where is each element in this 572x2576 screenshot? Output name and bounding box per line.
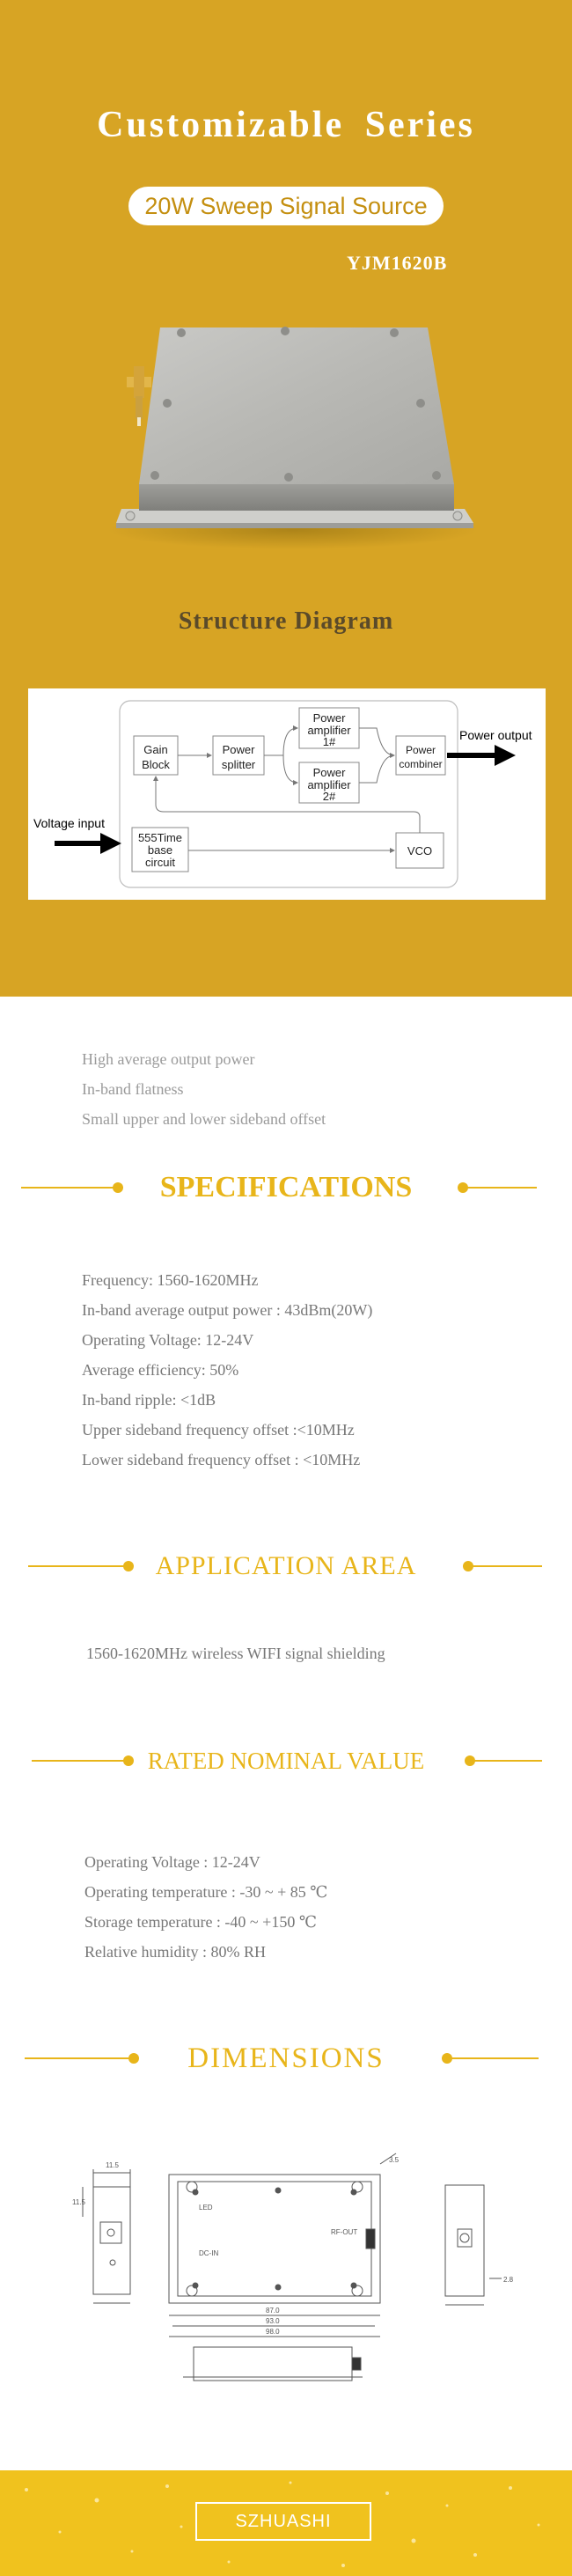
dimension-label: 11.5 — [106, 2161, 119, 2169]
block-diagram — [28, 688, 546, 900]
led-label: LED — [199, 2204, 213, 2212]
dimension-label: 11.5 — [72, 2198, 85, 2206]
list-item: Average efficiency: 50% — [82, 1361, 239, 1379]
svg-text:amplifier: amplifier — [307, 778, 351, 791]
list-item: Lower sideband frequency offset : <10MHz — [82, 1451, 361, 1468]
feature-list — [82, 1044, 326, 1134]
dimensions-heading — [0, 2036, 572, 2080]
product-name-badge: 20W Sweep Signal Source — [128, 187, 444, 225]
application-area-heading — [0, 1544, 572, 1588]
section-title: APPLICATION AREA — [155, 1551, 417, 1580]
list-item: Upper sideband frequency offset :<10MHz — [82, 1421, 355, 1439]
rated-values-list — [84, 1847, 327, 1967]
list-item: High average output power — [82, 1050, 255, 1068]
specifications-heading — [0, 1166, 572, 1210]
list-item: Frequency: 1560-1620MHz — [82, 1271, 259, 1289]
svg-text:Gain: Gain — [143, 743, 168, 756]
model-number: YJM1620B — [347, 252, 448, 274]
product-image — [104, 308, 482, 555]
list-item: Operating temperature : -30 ~ + 85 ℃ — [84, 1883, 328, 1901]
rated-nominal-value-heading — [0, 1739, 572, 1783]
power-output-label: Power output — [459, 728, 532, 742]
svg-text:amplifier: amplifier — [307, 724, 351, 737]
structure-diagram — [28, 688, 546, 900]
svg-text:combiner: combiner — [399, 758, 443, 770]
hero-banner — [0, 0, 572, 997]
section-title: RATED NOMINAL VALUE — [147, 1748, 425, 1774]
svg-text:circuit: circuit — [145, 856, 175, 869]
section-title: SPECIFICATIONS — [159, 1171, 413, 1203]
svg-text:1#: 1# — [322, 735, 336, 748]
voltage-input-label: Voltage input — [33, 816, 105, 830]
svg-text:Power: Power — [312, 711, 346, 725]
specifications-list — [82, 1265, 372, 1475]
list-item: Operating Voltage: 12-24V — [82, 1331, 254, 1349]
svg-text:Power: Power — [405, 744, 436, 756]
dimension-label: 87.0 — [266, 2307, 280, 2315]
svg-text:splitter: splitter — [221, 758, 256, 771]
structure-diagram-title: Structure Diagram — [178, 607, 394, 635]
section-title: DIMENSIONS — [187, 2042, 385, 2074]
brand-button[interactable]: SZHUASHI — [195, 2502, 371, 2541]
list-item: Relative humidity : 80% RH — [84, 1943, 266, 1961]
footer-banner — [0, 2470, 572, 2576]
list-item: In-band average output power : 43dBm(20W) — [82, 1301, 373, 1319]
svg-text:555Time: 555Time — [137, 831, 183, 844]
dimension-label: 93.0 — [266, 2317, 280, 2325]
application-list — [86, 1638, 385, 1668]
svg-text:VCO: VCO — [407, 844, 433, 857]
dimension-label: 2.8 — [503, 2276, 514, 2284]
list-item: 1560-1620MHz wireless WIFI signal shielding — [86, 1645, 385, 1662]
svg-text:base: base — [147, 843, 173, 857]
hero-title: Customizable Series — [97, 105, 475, 145]
svg-text:Block: Block — [142, 758, 170, 771]
list-item: Operating Voltage : 12-24V — [84, 1853, 260, 1871]
dc-in-label: DC-IN — [199, 2249, 219, 2257]
svg-text:2#: 2# — [322, 790, 336, 803]
dimension-label: 98.0 — [266, 2328, 280, 2336]
list-item: Small upper and lower sideband offset — [82, 1110, 326, 1128]
list-item: Storage temperature : -40 ~ +150 ℃ — [84, 1913, 317, 1931]
dimension-drawing — [70, 2146, 563, 2393]
list-item: In-band flatness — [82, 1080, 184, 1098]
dimension-label: 3.5 — [389, 2156, 400, 2164]
svg-text:Power: Power — [222, 743, 255, 756]
list-item: In-band ripple: <1dB — [82, 1391, 216, 1409]
svg-text:Power: Power — [312, 766, 346, 779]
rf-out-label: RF-OUT — [331, 2228, 358, 2236]
